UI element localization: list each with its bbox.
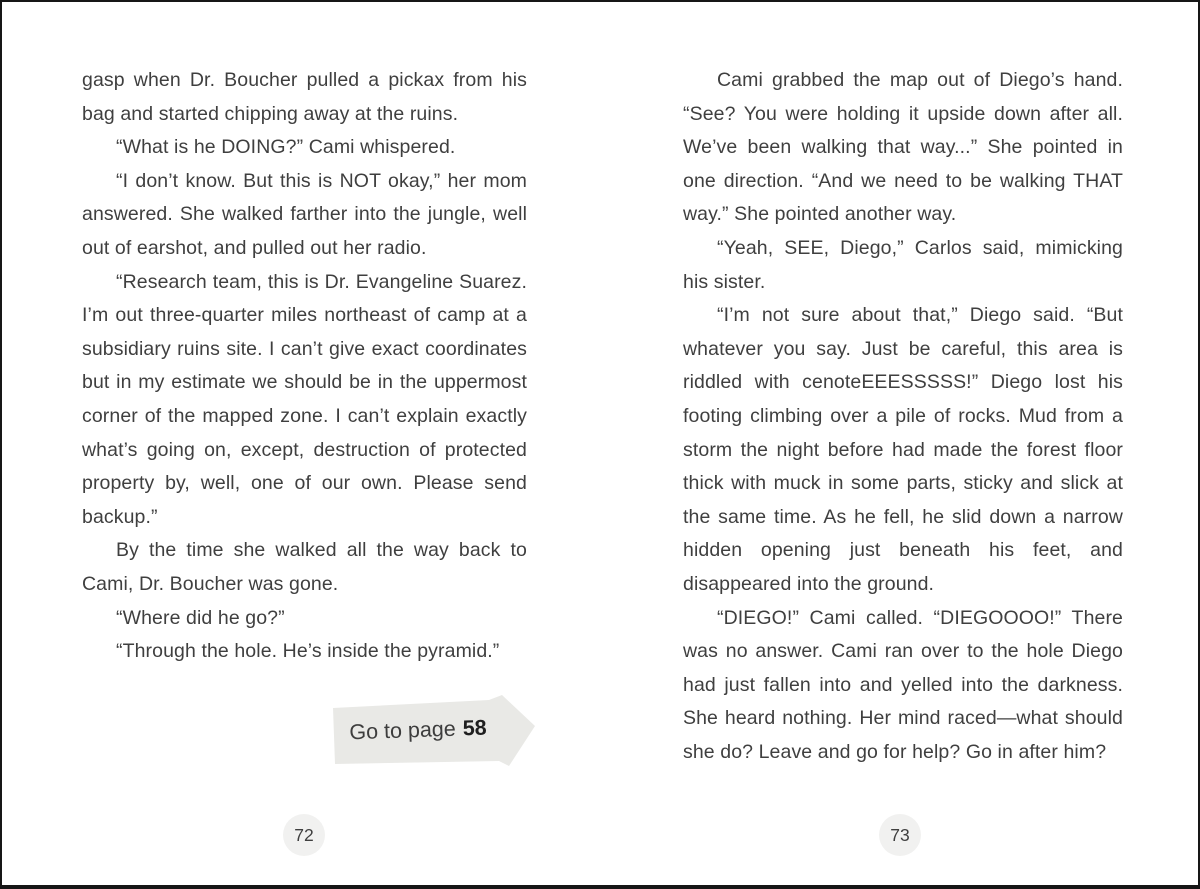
story-paragraph: “Where did he go?” — [116, 606, 285, 629]
story-paragraph: “Through the hole. He’s inside the pyramid.” — [116, 640, 500, 663]
goto-arrow-text: Go to page — [348, 716, 457, 744]
story-paragraph: “I don’t know. But this is NOT okay,” her mom answered. She walked farther into the jungle, well out of earshot, and pulled out her radio. — [82, 169, 527, 259]
goto-arrow-label — [331, 697, 505, 763]
page-number-badge-right — [879, 814, 921, 856]
page-number-badge-left — [283, 814, 325, 856]
story-paragraph: “What is he DOING?” Cami whispered. — [116, 136, 456, 159]
story-paragraph: “I’m not sure about that,” Diego said. “But whatever you say. Just be careful, this area is riddled with cenoteEEESSSSS!” Diego lost his footing climbing over a pile of rocks. Mud from a storm the night before had made the forest floor thick with muck in some parts, sticky and slick at the same time. As he fell, he slid down a narrow hidden opening just beneath his feet, and disappeared into the ground. — [683, 304, 1123, 595]
page-number-right: 73 — [890, 824, 910, 845]
story-paragraph: Cami grabbed the map out of Diego’s hand. “See? You were holding it upside down after all. We’ve been walking that way...” She pointed in one direction. “And we need to be walking THAT way.” She pointed another way. — [683, 69, 1123, 226]
story-paragraph: “DIEGO!” Cami called. “DIEGOOOO!” There was no answer. Cami ran over to the hole Diego had just fallen into and yelled into the darkness. She heard nothing. Her mind raced—what should she do? Leave and go for help? Go in after him? — [683, 606, 1123, 763]
page-left-text — [82, 64, 527, 669]
story-paragraph: “Yeah, SEE, Diego,” Carlos said, mimicking his sister. — [683, 236, 1123, 293]
story-paragraph: “Research team, this is Dr. Evangeline Suarez. I’m out three-quarter miles northeast of camp at a subsidiary ruins site. I can’t give exact coordinates but in my estimate we should be in the uppermost corner of the mapped zone. I can’t explain exactly what’s going on, except, destruction of protected property by, well, one of our own. Please send backup.” — [82, 270, 527, 528]
goto-arrow-page-number: 58 — [462, 715, 488, 740]
page-number-left: 72 — [294, 824, 314, 845]
story-paragraph: gasp when Dr. Boucher pulled a pickax from his bag and started chipping away at the ruins. — [82, 69, 527, 125]
story-paragraph: By the time she walked all the way back to Cami, Dr. Boucher was gone. — [82, 539, 527, 595]
page-right-text — [683, 64, 1123, 769]
goto-page-arrow[interactable] — [332, 694, 538, 768]
